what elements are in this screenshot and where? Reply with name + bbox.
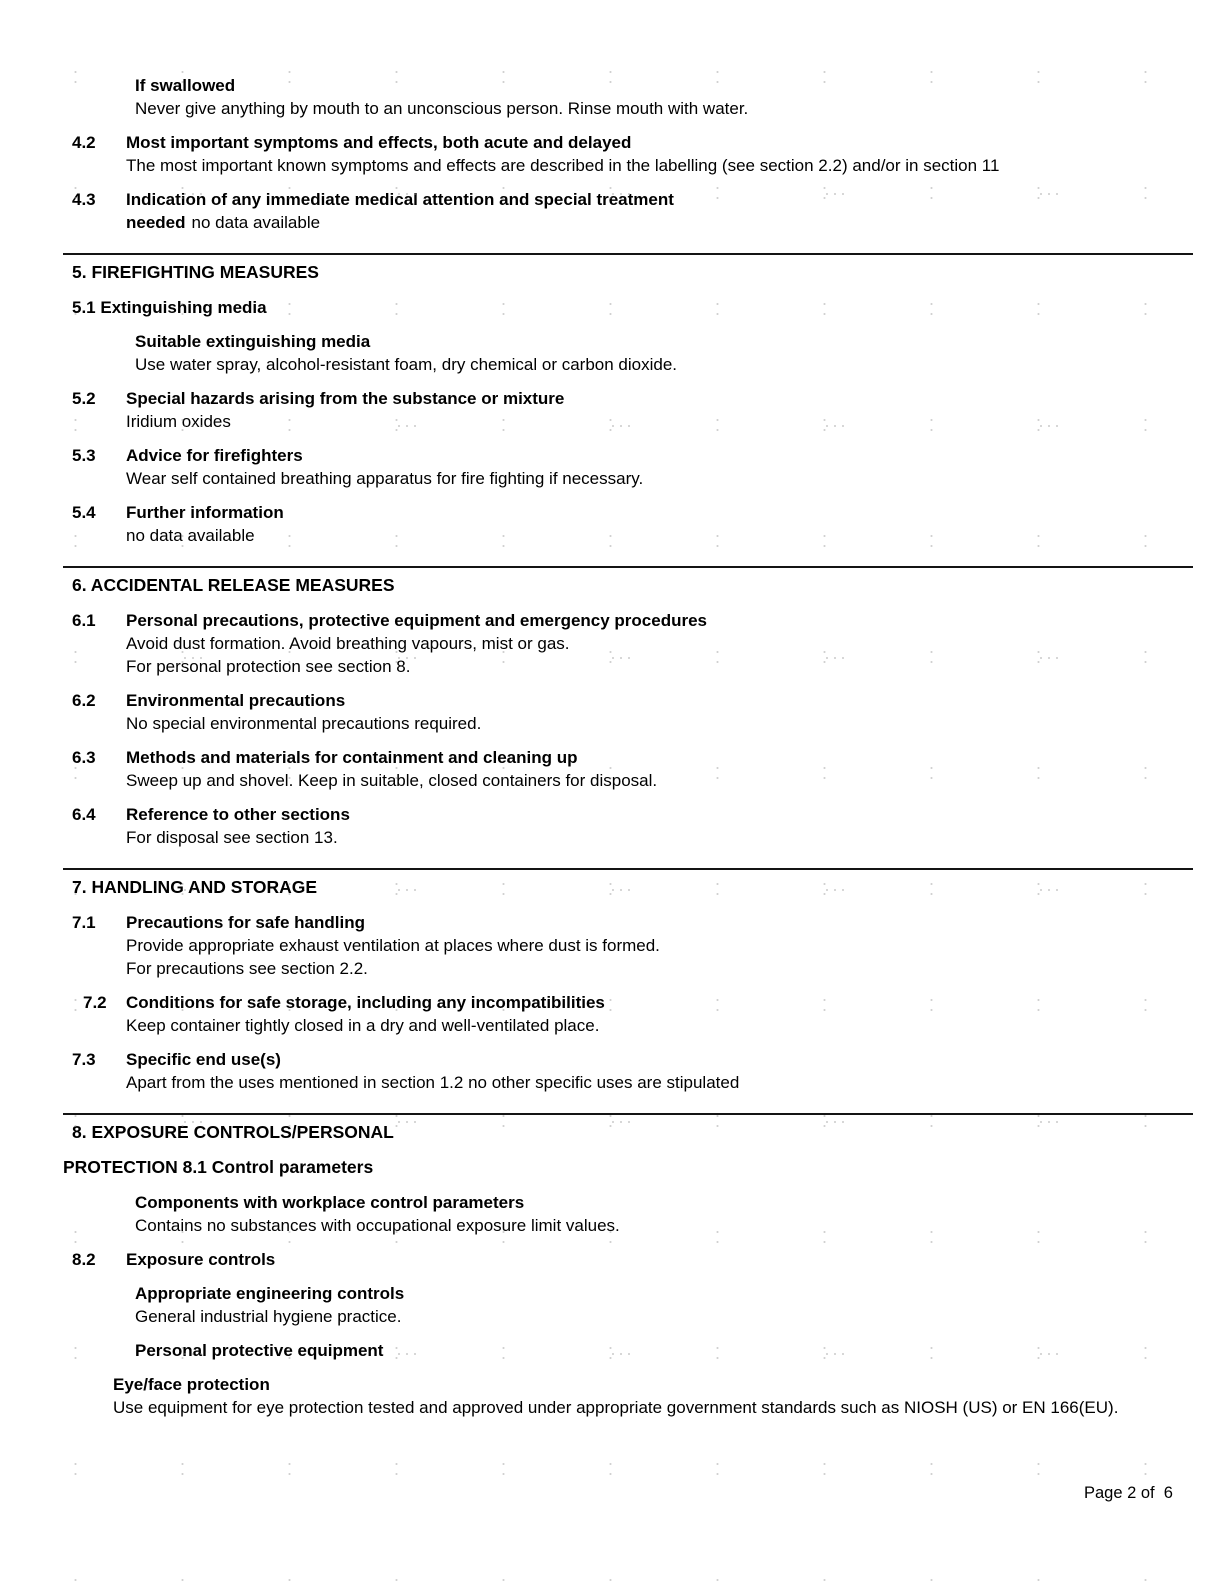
item-8-2 <box>63 1248 1193 1271</box>
eye-face-protection-body: Use equipment for eye protection tested and approved under appropriate government standards such as NIOSH (US) or EN 166(EU). <box>113 1398 1119 1417</box>
page-number-footer: Page 2 of 6 <box>1084 1484 1173 1502</box>
item-6-2-number: 6.2 <box>72 691 96 710</box>
item-5-4-number: 5.4 <box>72 503 96 522</box>
eye-face-protection-block <box>113 1373 1193 1419</box>
engineering-controls-heading: Appropriate engineering controls <box>135 1284 405 1303</box>
item-5-2-body: Iridium oxides <box>126 412 231 431</box>
item-4-3 <box>63 188 1193 234</box>
item-5-2 <box>63 387 1193 433</box>
if-swallowed-body: Never give anything by mouth to an unconscious person. Rinse mouth with water. <box>135 99 749 118</box>
engineering-controls-body: General industrial hygiene practice. <box>135 1307 402 1326</box>
section-7-divider <box>63 868 1193 870</box>
section-8-title-line-2: PROTECTION 8.1 Control parameters <box>63 1157 374 1177</box>
item-5-3-body: Wear self contained breathing apparatus for fire fighting if necessary. <box>126 469 644 488</box>
item-7-1-body-1: Provide appropriate exhaust ventilation at places where dust is formed. <box>126 936 660 955</box>
item-6-3-body: Sweep up and shovel. Keep in suitable, closed containers for disposal. <box>126 771 658 790</box>
item-5-4-heading: Further information <box>126 503 284 522</box>
section-7-title: 7. HANDLING AND STORAGE <box>72 877 318 897</box>
suitable-extinguishing-body: Use water spray, alcohol-resistant foam, dry chemical or carbon dioxide. <box>135 355 678 374</box>
item-6-4-body: For disposal see section 13. <box>126 828 338 847</box>
item-7-2 <box>63 991 1193 1037</box>
item-4-2-number: 4.2 <box>72 133 96 152</box>
item-4-3-heading: Indication of any immediate medical attention and special treatment <box>126 190 674 209</box>
item-4-3-body: no data available <box>191 213 321 232</box>
item-6-3-number: 6.3 <box>72 748 96 767</box>
item-6-2-body: No special environmental precautions required. <box>126 714 482 733</box>
item-4-3-line2 <box>126 211 1193 234</box>
ppe-heading: Personal protective equipment <box>135 1341 384 1360</box>
item-4-2-heading: Most important symptoms and effects, both acute and delayed <box>126 133 632 152</box>
components-body: Contains no substances with occupational exposure limit values. <box>135 1216 620 1235</box>
item-7-1-number: 7.1 <box>72 913 96 932</box>
item-7-1-heading: Precautions for safe handling <box>126 913 365 932</box>
item-6-1-heading: Personal precautions, protective equipment and emergency procedures <box>126 611 708 630</box>
item-5-4-body: no data available <box>126 526 255 545</box>
item-6-1-body-2: For personal protection see section 8. <box>126 657 411 676</box>
item-5-3-heading: Advice for firefighters <box>126 446 303 465</box>
suitable-extinguishing-heading: Suitable extinguishing media <box>135 332 371 351</box>
item-6-1 <box>63 609 1193 678</box>
item-6-4-number: 6.4 <box>72 805 96 824</box>
item-5-2-number: 5.2 <box>72 389 96 408</box>
item-6-4-heading: Reference to other sections <box>126 805 350 824</box>
section-8-title-line-1: 8. EXPOSURE CONTROLS/PERSONAL <box>72 1122 394 1142</box>
item-6-2 <box>63 689 1193 735</box>
eye-face-protection-heading: Eye/face protection <box>113 1375 270 1394</box>
item-8-2-heading: Exposure controls <box>126 1250 276 1269</box>
item-7-2-heading: Conditions for safe storage, including any incompatibilities <box>126 993 605 1012</box>
item-6-1-body-1: Avoid dust formation. Avoid breathing vapours, mist or gas. <box>126 634 570 653</box>
engineering-controls-block <box>135 1282 1193 1328</box>
item-6-3 <box>63 746 1193 792</box>
item-5-3-number: 5.3 <box>72 446 96 465</box>
item-7-1 <box>63 911 1193 980</box>
section-8-divider <box>63 1113 1193 1115</box>
item-4-2 <box>63 131 1193 177</box>
item-6-4 <box>63 803 1193 849</box>
item-7-3-body: Apart from the uses mentioned in section 1.2 no other specific uses are stipulated <box>126 1073 740 1092</box>
components-heading: Components with workplace control parameters <box>135 1193 525 1212</box>
item-4-3-number: 4.3 <box>72 190 96 209</box>
item-6-3-heading: Methods and materials for containment and cleaning up <box>126 748 578 767</box>
item-7-2-number: 7.2 <box>83 993 107 1012</box>
item-5-1-heading: 5.1 Extinguishing media <box>72 298 267 317</box>
section-5-title: 5. FIREFIGHTING MEASURES <box>72 262 319 282</box>
item-7-2-body: Keep container tightly closed in a dry and well-ventilated place. <box>126 1016 600 1035</box>
components-block <box>135 1191 1193 1237</box>
section-6-title: 6. ACCIDENTAL RELEASE MEASURES <box>72 575 395 595</box>
item-7-3-heading: Specific end use(s) <box>126 1050 281 1069</box>
item-7-1-body-2: For precautions see section 2.2. <box>126 959 368 978</box>
item-5-2-heading: Special hazards arising from the substance or mixture <box>126 389 565 408</box>
suitable-extinguishing-block <box>135 330 1193 376</box>
if-swallowed-block <box>135 74 1193 120</box>
if-swallowed-heading: If swallowed <box>135 76 236 95</box>
item-4-2-body: The most important known symptoms and effects are described in the labelling (see section 2.2) and/or in section 11 <box>126 156 1000 175</box>
item-4-3-heading-cont: needed <box>126 213 186 232</box>
item-6-1-number: 6.1 <box>72 611 96 630</box>
item-7-3 <box>63 1048 1193 1094</box>
item-8-2-number: 8.2 <box>72 1250 96 1269</box>
item-6-2-heading: Environmental precautions <box>126 691 346 710</box>
item-7-3-number: 7.3 <box>72 1050 96 1069</box>
section-6-divider <box>63 566 1193 568</box>
item-5-3 <box>63 444 1193 490</box>
section-5-divider <box>63 253 1193 255</box>
item-5-4 <box>63 501 1193 547</box>
